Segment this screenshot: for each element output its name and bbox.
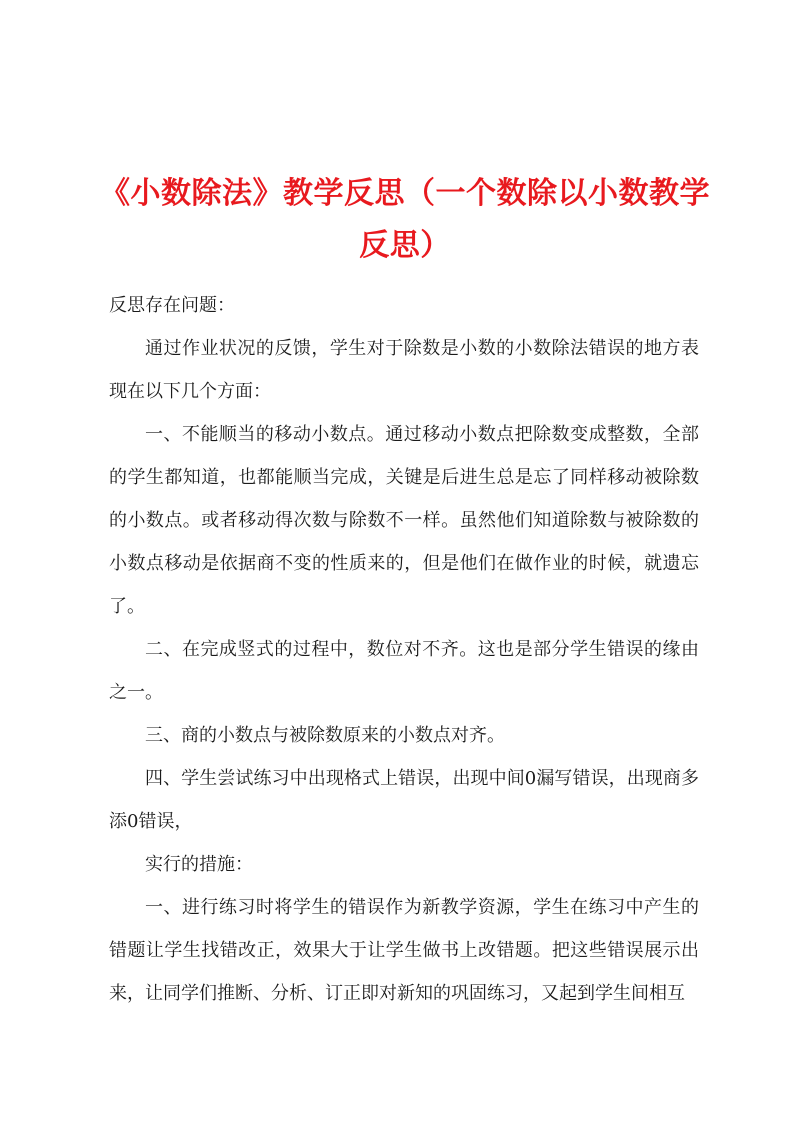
section-heading-problems: 反思存在问题： [109,295,235,316]
paragraph-point-1: 一、不能顺当的移动小数点。通过移动小数点把除数变成整数，全部的学生都知道，也都能顺当完成，关键是后进生总是忘了同样移动被除数的小数点。或者移动得次数与除数不一样。虽然他们知道除数与被除数的小数点移动是依据商不变的性质来的，但是他们在做作业的时候，就遗忘了。 [109,424,699,617]
section-heading-measures: 实行的措施： [145,854,253,875]
paragraph-point-3: 三、商的小数点与被除数原来的小数点对齐。 [145,725,505,746]
paragraph-point-2: 二、在完成竖式的过程中，数位对不齐。这也是部分学生错误的缘由之一。 [109,639,699,703]
paragraph-measure-1: 一、进行练习时将学生的错误作为新教学资源，学生在练习中产生的错题让学生找错改正，效果大于让学生做书上改错题。把这些错误展示出来，让同学们推断、分析、订正即对新知的巩固练习，又起到学生间相互 [109,897,699,1004]
document-body [109,284,699,1015]
paragraph-intro: 通过作业状况的反馈，学生对于除数是小数的小数除法错误的地方表现在以下几个方面： [109,338,699,402]
document-title: 《小数除法》教学反思（一个数除以小数教学反思） [100,176,710,263]
paragraph-point-4: 四、学生尝试练习中出现格式上错误，出现中间0漏写错误，出现商多添0错误， [109,768,699,832]
